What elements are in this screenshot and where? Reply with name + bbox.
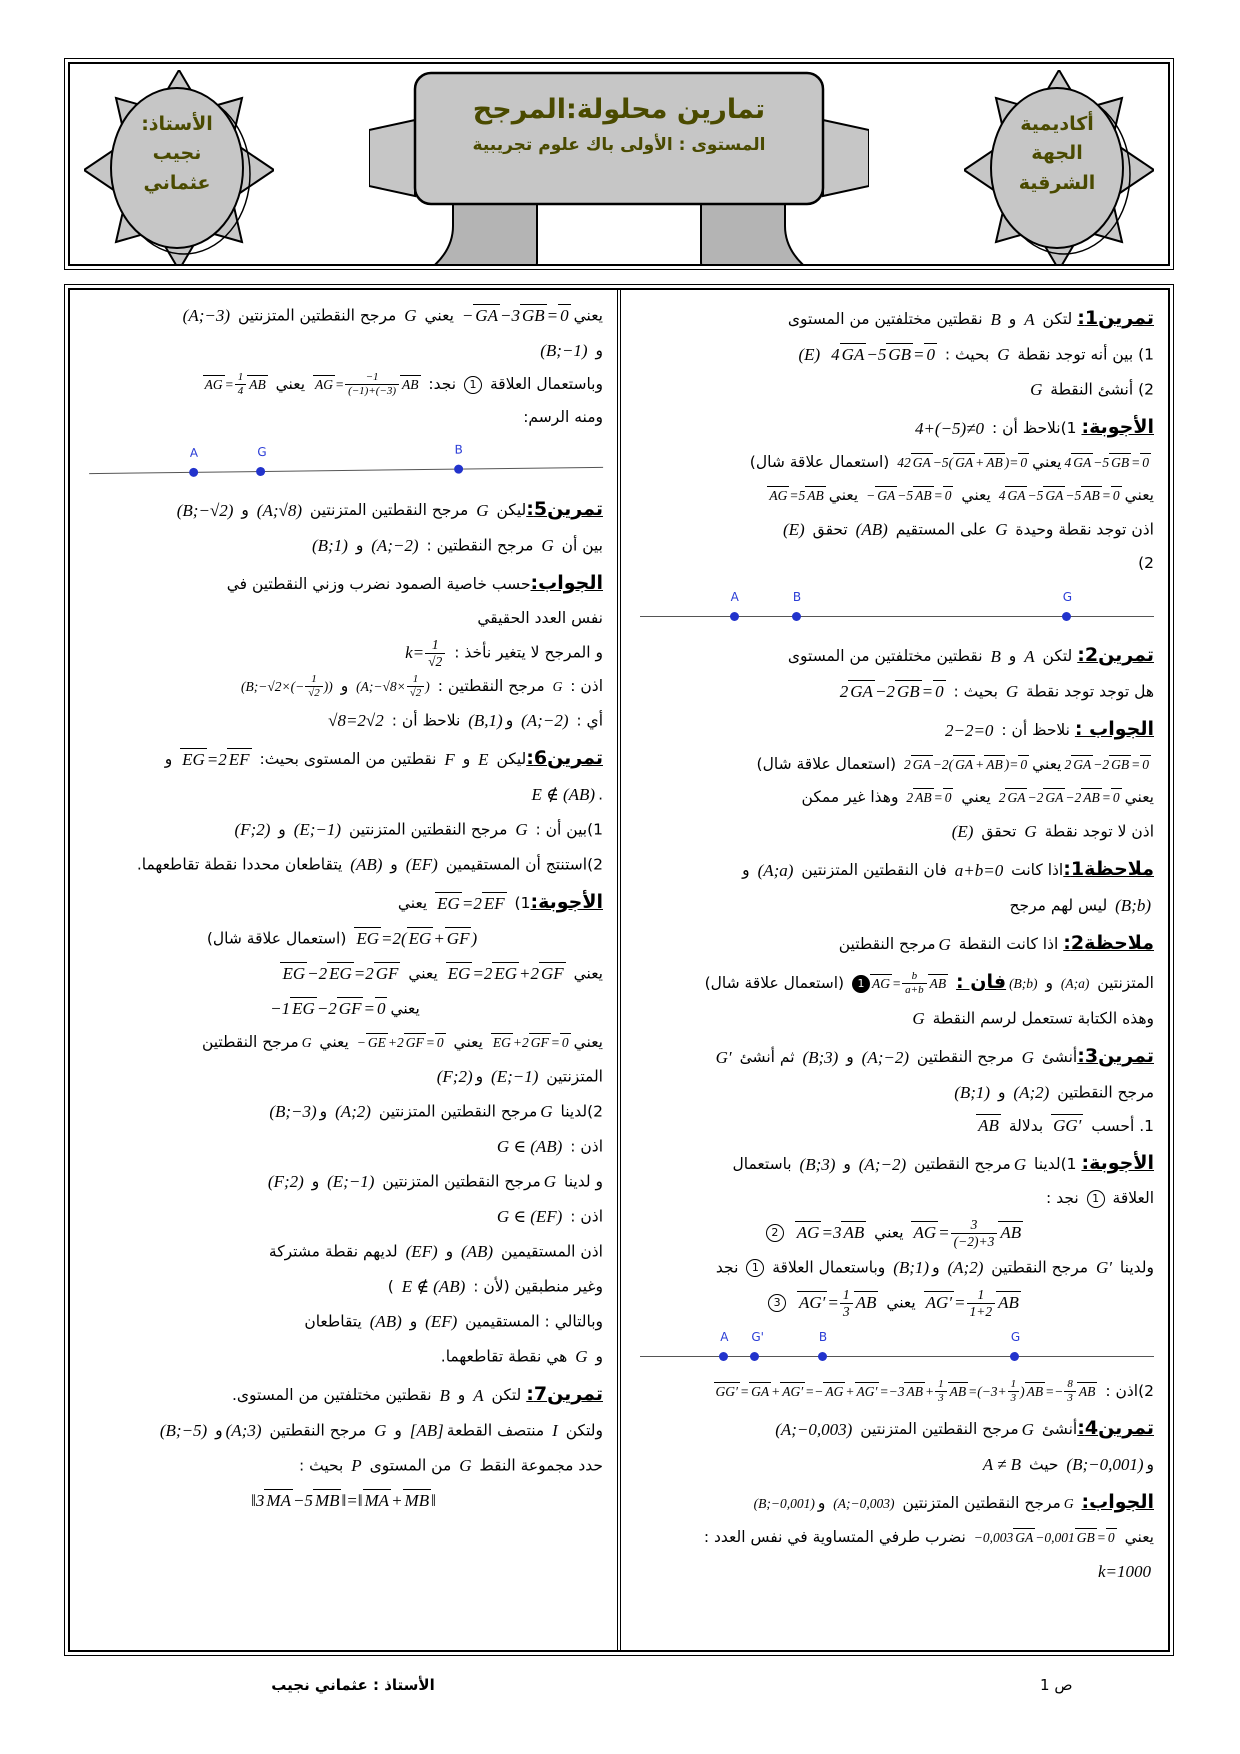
- teacher-badge-text: الأستاذ: نجيب عثماني: [141, 113, 213, 194]
- math-expression: G: [575, 1347, 588, 1366]
- text-line: بين أن G مرجح النقطتين : (A;−2) و (B;1): [84, 529, 603, 563]
- text-line: ولدينا G′ مرجح النقطتين (A;2) و(B;1) وباستعمال العلاقة 1 نجد: [635, 1251, 1154, 1285]
- section-heading: تمرين6:: [526, 747, 603, 769]
- text-line: وبالتالي : المستقيمين (EF) و (AB) يتقاطعان: [84, 1305, 603, 1339]
- number-line-diagram: [635, 1324, 1154, 1370]
- math-expression: (AB): [461, 1242, 494, 1261]
- math-expression: AG =5 AB: [769, 488, 824, 503]
- text-line: و(B;−0,001) حيث A ≠ B: [635, 1448, 1154, 1482]
- text-line: 1)بين أن : G مرجح النقطتين المتزنتين (E;−1) و (F;2): [84, 813, 603, 847]
- math-expression: G ∈ (AB): [496, 1137, 563, 1156]
- math-expression: (B;−0,001): [753, 1496, 815, 1511]
- math-expression: (E;−1): [491, 1067, 539, 1086]
- math-expression: (B;1): [954, 1083, 991, 1102]
- math-expression: 3: [768, 1288, 786, 1319]
- point-dot: [454, 465, 463, 474]
- math-expression: (AB): [855, 520, 888, 539]
- text-line: تمرين7: لتكن A و B نقطتين مختلفتين من المستوى.: [84, 1375, 603, 1413]
- math-expression: G: [995, 520, 1008, 539]
- math-expression: (B;−√2): [176, 500, 234, 520]
- math-expression: P: [351, 1456, 362, 1475]
- math-expression: 2 GA −2( GA + AB )= 0: [904, 757, 1028, 772]
- math-expression: (A;3): [225, 1421, 262, 1440]
- math-expression: G: [1024, 822, 1037, 841]
- math-expression: (EF): [425, 1312, 458, 1331]
- section-heading: الأجوبة:: [1081, 416, 1154, 438]
- text-line: 1. أحسب GG′ بدلالة AB: [635, 1111, 1154, 1143]
- text-line: وهذه الكتابة تستعمل لرسم النقطة G: [635, 1002, 1154, 1036]
- math-expression: EG =2 EF: [182, 749, 250, 769]
- footer-page-number: ص 1: [1040, 1676, 1073, 1694]
- section-heading: الأجوبة:: [530, 891, 603, 913]
- text-line: العلاقة 1 نجد :: [635, 1183, 1154, 1215]
- math-expression: (A;a): [1060, 976, 1090, 991]
- text-line: تمرين4:أنشئ Gمرجح النقطتين المتزنتين (A;−0,003): [635, 1409, 1154, 1447]
- math-expression: E: [478, 749, 489, 769]
- math-expression: k= $\frac{1}{√2}$: [405, 636, 446, 670]
- text-line: الجواب: Gمرجح النقطتين المتزنتين (A;−0,003) و(B;−0,001): [635, 1483, 1154, 1521]
- math-expression: (B;3): [799, 1154, 836, 1174]
- banner-text: [419, 94, 819, 155]
- math-expression: 4+(−5)≠0: [914, 418, 985, 438]
- math-expression: G: [1063, 1496, 1074, 1511]
- text-line: تمرين1: لتكن A و B نقطتين مختلفتين من المستوى: [635, 299, 1154, 337]
- point-label: B: [792, 590, 802, 604]
- math-expression: (E): [783, 520, 805, 539]
- text-line: ومنه الرسم:: [523, 408, 603, 426]
- math-expression: −1 EG −2 GF = 0: [270, 999, 386, 1018]
- text-line: الجواب:حسب خاصية الصمود نضرب وزني النقطتين في: [226, 572, 603, 594]
- section-heading: فان :: [956, 971, 1007, 993]
- text-line: 2)لدينا Gمرجح النقطتين المتزنتين (A;2) و(B;−3): [84, 1095, 603, 1129]
- math-expression: G: [541, 536, 554, 555]
- text-line: يعني −0,003 GA −0,001 GB = 0 نضرب طرفي المتساوية في نفس العدد :: [635, 1522, 1154, 1554]
- math-expression: (A;−2): [371, 536, 419, 555]
- content-frame: [64, 284, 1174, 1656]
- academy-badge: [964, 70, 1154, 266]
- text-line: و المرجح لا يتغير نأخذ : k= $\frac{1}{√2}$: [405, 637, 603, 669]
- math-expression: A: [1024, 646, 1035, 666]
- math-expression: (B;−√2×(− $\frac{1}{√2}$ )): [240, 673, 333, 699]
- math-expression: E ∉ (AB): [401, 1277, 466, 1296]
- section-heading: ملاحظة2:: [1063, 932, 1154, 954]
- number-line: [640, 1356, 1154, 1357]
- math-expression: (AB): [369, 1312, 402, 1331]
- math-expression: EG =2 EG +2 GF: [447, 964, 564, 983]
- point-dot: [719, 1352, 728, 1361]
- math-expression: G ∈ (EF): [496, 1207, 563, 1226]
- section-heading: الأجوبة:: [1081, 1152, 1154, 1174]
- number-line: [89, 467, 603, 474]
- math-expression: 42 GA −5( GA + AB )= 0: [897, 455, 1028, 470]
- text-line: [635, 1555, 1154, 1589]
- math-expression: G: [1005, 682, 1019, 701]
- point-dot: [818, 1352, 827, 1361]
- math-expression: √8=2√2: [328, 711, 384, 730]
- text-line: 2)استنتج أن المستقيمين (EF) و (AB) يتقاطعان محددا نقطة تقاطعهما.: [84, 848, 603, 882]
- math-expression: G: [543, 1172, 557, 1191]
- text-line: .E ∉ (AB): [84, 778, 603, 812]
- math-expression: (EF): [405, 1242, 438, 1261]
- math-expression: (B;1): [893, 1258, 930, 1277]
- math-expression: (B;b): [1009, 976, 1038, 991]
- math-expression: 2: [766, 1218, 784, 1249]
- math-expression: G′: [1096, 1258, 1112, 1277]
- text-line: اذن : G ∈ (AB): [84, 1130, 603, 1164]
- math-expression: (E): [798, 345, 821, 364]
- text-line: ملاحظة1:اذا كانت a+b=0 فان النقطتين المتزنتين (A;a) و: [635, 850, 1154, 888]
- point-label: B: [454, 442, 463, 457]
- math-expression: B: [990, 646, 1001, 666]
- math-expression: (B;1): [312, 536, 348, 555]
- math-expression: −0,003 GA −0,001 GB = 0: [973, 1530, 1115, 1545]
- text-line: [84, 1484, 603, 1518]
- text-line: EG =2( EG + GF ) (استعمال علاقة شال): [84, 922, 603, 956]
- section-heading: تمرين2:: [1077, 644, 1154, 666]
- page-subtitle: المستوى : الأولى باك علوم تجريبية: [472, 135, 766, 155]
- math-expression: F: [444, 749, 455, 769]
- text-line: وغير منطبقين (لأن : E ∉ (AB) ): [84, 1270, 603, 1304]
- math-expression: 1 AG = $\frac{b}{a+b}$ AB: [852, 968, 948, 999]
- column-right: [620, 290, 1168, 1650]
- section-heading: تمرين3:: [1077, 1045, 1154, 1067]
- math-expression: (B;−5): [159, 1421, 208, 1440]
- header-frame: [64, 58, 1174, 270]
- math-expression: (A;−√8× $\frac{1}{√2}$ ): [356, 673, 430, 699]
- column-left: [70, 290, 618, 1650]
- point-dot: [189, 468, 198, 477]
- math-expression: (B;b): [1115, 896, 1151, 915]
- math-expression: I: [552, 1421, 558, 1440]
- math-expression: AG = $\frac{1}{4}$ AB: [204, 371, 266, 397]
- point-dot: [730, 612, 739, 621]
- math-expression: A: [473, 1385, 484, 1405]
- math-expression: (AB): [350, 855, 383, 874]
- point-label: A: [720, 1330, 729, 1344]
- math-expression: (EF): [405, 855, 438, 874]
- point-dot: [257, 467, 266, 476]
- text-line: الأجوبة:1) EG =2 EF يعني: [84, 883, 603, 921]
- math-expression: − GE +2 GF = 0: [356, 1035, 444, 1050]
- text-line: و لدينا Gمرجح النقطتين المتزنتين (E;−1) و (F;2): [84, 1165, 603, 1199]
- math-expression: (B,1): [468, 711, 503, 730]
- point-label: G: [1062, 590, 1073, 604]
- math-expression: G: [540, 1102, 553, 1121]
- math-expression: E ∉ (AB): [531, 785, 596, 804]
- math-expression: k=1000: [1097, 1562, 1151, 1581]
- point-label: G': [751, 1330, 764, 1344]
- math-expression: AG′ = $\frac{1}{3}$ AB: [799, 1287, 877, 1319]
- math-expression: (A;−2): [858, 1154, 907, 1174]
- math-expression: G: [912, 1009, 925, 1028]
- section-heading: الجواب :: [1074, 718, 1154, 740]
- header-inner-frame: [68, 62, 1170, 266]
- text-line: تمرين5:ليكن G مرجح النقطتين المتزنتين (A;√8) و (B;−√2): [84, 490, 603, 528]
- math-expression: 2 GA −2 GB = 0: [1064, 757, 1149, 772]
- text-line: 2)اذن : GG′ = GA + AG′ =− AG + AG′ =−3 AB + $\frac{1}{3}$ AB =(−3+ $\frac{1}{3}$ ) AB =− $\frac{8}{3}$ AB: [635, 1376, 1154, 1408]
- math-expression: AG′ = $\frac{1}{1+2}$ AB: [925, 1287, 1019, 1319]
- text-line: المتزنتين (E;−1) و(F;2): [84, 1060, 603, 1094]
- math-expression: AG =3 AB: [796, 1223, 865, 1242]
- point-label: G: [257, 444, 267, 460]
- math-expression: AG = $\frac{-1}{(-1)+(-3)}$ AB: [314, 371, 419, 397]
- math-expression: (A;−0,003): [833, 1496, 895, 1511]
- math-expression: EG =2( EG + GF ): [356, 929, 478, 948]
- math-expression: B: [439, 1385, 450, 1405]
- math-expression: 2 GA −2 GA −2 AB = 0: [998, 790, 1120, 805]
- math-expression: G′: [715, 1047, 732, 1067]
- point-dot: [750, 1352, 759, 1361]
- page-title: تمارين محلولة:المرجح: [472, 94, 766, 125]
- text-line: و G هي نقطة تقاطعهما.: [84, 1340, 603, 1374]
- text-line: يعني EG =2 EG +2 GF يعني EG −2 EG =2 GF: [84, 957, 603, 991]
- text-line: يعني2 GA −2 GA −2 AB = 0 يعني 2 AB = 0 وهذا غير ممكن: [635, 782, 1154, 814]
- math-expression: 2 GA −2 GB = 0: [839, 682, 944, 701]
- math-expression: (A;2): [1013, 1083, 1050, 1102]
- text-line: AG′ = $\frac{1}{1+2}$ AB يعني AG′ = $\frac{1}{3}$ AB 3: [635, 1286, 1154, 1320]
- text-line: مرجح النقطتين (A;2) و (B;1): [635, 1076, 1154, 1110]
- math-expression: B: [990, 309, 1001, 329]
- text-line: يعني− GA −3 GB = 0 يعني G مرجح النقطتين المتزنتين (A;−3): [84, 299, 603, 333]
- text-line: الجواب : نلاحظ أن : 2−2=0: [635, 710, 1154, 748]
- footer-author: الأستاذ : عثماني نجيب: [271, 1676, 435, 1694]
- section-heading: تمرين4:: [1077, 1417, 1154, 1439]
- section-heading: تمرين5:: [526, 498, 603, 520]
- text-line: هل توجد توجد نقطة G بحيث : 2 GA −2 GB = 0: [635, 675, 1154, 709]
- math-expression: (B;−3): [269, 1102, 317, 1121]
- math-expression: (F;2): [436, 1067, 473, 1086]
- text-line: ولتكن I منتصف القطعة[AB] و G مرجح النقطتين (A;3)و (B;−5): [84, 1414, 603, 1448]
- number-line-diagram: [635, 584, 1154, 630]
- math-expression: (E;−1): [293, 820, 342, 839]
- math-expression: G: [1021, 1419, 1034, 1439]
- math-expression: 1: [464, 369, 482, 400]
- text-line: نفس العدد الحقيقي: [477, 609, 603, 627]
- text-line: اذن المستقيمين (AB) و (EF) لديهم نقطة مشتركة: [84, 1235, 603, 1269]
- teacher-badge: [84, 70, 274, 266]
- content-inner-frame: [68, 288, 1170, 1652]
- math-expression: ‖3 MA −5 MB ‖=‖ MA + MB ‖: [251, 1491, 436, 1510]
- text-line: اذن : G مرجح النقطتين : (A;−√8× $\frac{1}{√2}$ ) و (B;−√2×(− $\frac{1}{√2}$ )): [84, 671, 603, 703]
- math-expression: A: [1024, 309, 1035, 329]
- math-expression: (A;−2): [861, 1047, 909, 1067]
- math-expression: 2−2=0: [944, 720, 994, 740]
- text-line: (B;b) ليس لهم مرجح: [635, 889, 1154, 923]
- text-line: 2 GA −2 GB = 0يعني2 GA −2( GA + AB )= 0 (استعمال علاقة شال): [635, 749, 1154, 781]
- section-heading: الجواب:: [530, 572, 603, 594]
- math-expression: (E): [951, 822, 974, 841]
- point-label: A: [189, 445, 199, 460]
- math-expression: (A;a): [757, 860, 794, 880]
- math-expression: 1: [746, 1253, 764, 1284]
- math-expression: AG = $\frac{3}{(-2)+3}$ AB: [913, 1217, 1022, 1249]
- math-expression: [AB]: [409, 1421, 444, 1440]
- point-dot: [1062, 612, 1071, 621]
- math-expression: 4 GA −5 GB = 0: [831, 345, 935, 364]
- math-expression: (A;√8): [256, 500, 302, 520]
- math-expression: (A;−2): [521, 711, 569, 730]
- point-dot: [792, 612, 801, 621]
- math-expression: GG′: [1053, 1116, 1082, 1135]
- math-expression: EG −2 EG =2 GF: [282, 964, 399, 983]
- section-heading: الجواب:: [1081, 1491, 1154, 1513]
- math-expression: (A;−3): [182, 306, 231, 325]
- math-expression: (A;−0,003): [775, 1419, 853, 1439]
- text-line: تمرين2: لتكن A و B نقطتين مختلفتين من المستوى: [635, 636, 1154, 674]
- text-line: AG = $\frac{3}{(-2)+3}$ AB يعني AG =3 AB 2: [635, 1216, 1154, 1250]
- math-expression: G: [1021, 1047, 1034, 1067]
- text-line: الأجوبة: 1)نلاحظ أن : 4+(−5)≠0: [635, 408, 1154, 446]
- math-expression: 4 GA −5 GB = 0: [1064, 455, 1149, 470]
- math-expression: GG′ = GA + AG′ =− AG + AG′ =−3 AB + $\frac{1}{3}$ AB =(−3+ $\frac{1}{3}$ ) AB =− $\frac{8}{3}$ AB: [715, 1378, 1096, 1404]
- math-expression: G: [374, 1421, 387, 1440]
- math-expression: (A;2): [947, 1258, 984, 1277]
- math-expression: (B;−1): [540, 341, 588, 360]
- math-expression: AB: [978, 1116, 999, 1135]
- math-expression: a+b=0: [954, 860, 1004, 880]
- text-line: تمرين6:ليكن E و F نقطتين من المستوى بحيث: EG =2 EF و: [84, 739, 603, 777]
- text-line: تمرين3:أنشئ G مرجح النقطتين (A;−2) و (B;3) ثم أنشئ G′: [635, 1037, 1154, 1075]
- math-expression: (B;3): [802, 1047, 839, 1067]
- math-expression: − GA −3 GB = 0: [461, 306, 569, 325]
- section-heading: تمرين1:: [1077, 307, 1154, 329]
- text-line: يعني−1 EG −2 GF = 0: [84, 992, 603, 1026]
- text-line: اذن : G ∈ (EF): [84, 1200, 603, 1234]
- math-expression: A ≠ B: [982, 1455, 1022, 1474]
- text-line: يعنيEG +2 GF = 0 يعني − GE +2 GF = 0 يعني Gمرجح النقطتين: [84, 1027, 603, 1059]
- text-line: و (B;−1): [84, 334, 603, 368]
- section-heading: تمرين7:: [526, 1383, 603, 1405]
- text-line: يعني4 GA −5 GA −5 AB = 0 يعني − GA −5 AB = 0 يعنيAG =5 AB: [635, 480, 1154, 512]
- math-expression: 2 AB = 0: [906, 790, 952, 805]
- text-line: وباستعمال العلاقة 1 نجد: AG = $\frac{-1}{(-1)+(-3)}$ AB يعني AG = $\frac{1}{4}$ AB: [84, 369, 603, 401]
- text-line: 1) بين أنه توجد نقطة G بحيث : 4 GA −5 GB = 0 (E): [635, 338, 1154, 372]
- text-line: اذن توجد نقطة وحيدة G على المستقيم (AB) تحقق (E): [635, 513, 1154, 547]
- math-expression: (E;−1): [327, 1172, 375, 1191]
- point-label: B: [818, 1330, 828, 1344]
- text-line: 2) أنشئ النقطة G: [635, 373, 1154, 407]
- text-line: حدد مجموعة النقط G من المستوى P بحيث :: [84, 1449, 603, 1483]
- math-expression: G: [938, 934, 951, 954]
- point-dot: [1010, 1352, 1019, 1361]
- text-line: اذن لا توجد نقطة G تحقق (E): [635, 815, 1154, 849]
- text-line: ملاحظة2: اذا كانت النقطة Gمرجح النقطتين: [635, 924, 1154, 962]
- point-label: G: [1010, 1330, 1021, 1344]
- math-expression: G: [1013, 1154, 1027, 1174]
- math-expression: G: [515, 820, 528, 839]
- text-line: المتزنتين (A;a) و (B;b)فان : 1 AG = $\frac{b}{a+b}$ AB (استعمال علاقة شال): [635, 963, 1154, 1001]
- math-expression: EG +2 GF = 0: [492, 1035, 569, 1050]
- math-expression: EG =2 EF: [437, 893, 505, 913]
- math-expression: G: [1030, 380, 1043, 399]
- number-line: [640, 616, 1154, 617]
- math-expression: G: [404, 306, 417, 325]
- text-line: الأجوبة: 1)لدينا Gمرجح النقطتين (A;−2) و (B;3) باستعمال: [635, 1144, 1154, 1182]
- math-expression: G: [552, 679, 563, 694]
- math-expression: G: [476, 500, 489, 520]
- text-line: 4 GA −5 GB = 0يعني42 GA −5( GA + AB )= 0 (استعمال علاقة شال): [635, 447, 1154, 479]
- text-line: 2): [1138, 554, 1154, 572]
- section-heading: ملاحظة1:: [1063, 858, 1154, 880]
- math-expression: 4 GA −5 GA −5 AB = 0: [998, 488, 1120, 503]
- math-expression: G: [997, 345, 1010, 364]
- math-expression: (A;2): [335, 1102, 371, 1121]
- math-expression: (F;2): [234, 820, 271, 839]
- number-line-diagram: [84, 435, 604, 487]
- text-line: أي : (A;−2) و(B,1) نلاحظ أن : √8=2√2: [84, 704, 603, 738]
- math-expression: G: [301, 1035, 312, 1050]
- math-expression: − GA −5 AB = 0: [866, 488, 952, 503]
- math-expression: (B;−0,001): [1066, 1455, 1144, 1474]
- academy-badge-text: أكاديمية الجهة الشرقية: [1018, 113, 1096, 194]
- math-expression: G: [459, 1456, 472, 1475]
- math-expression: 1: [1087, 1183, 1105, 1214]
- math-expression: (F;2): [267, 1172, 304, 1191]
- point-label: A: [730, 590, 739, 604]
